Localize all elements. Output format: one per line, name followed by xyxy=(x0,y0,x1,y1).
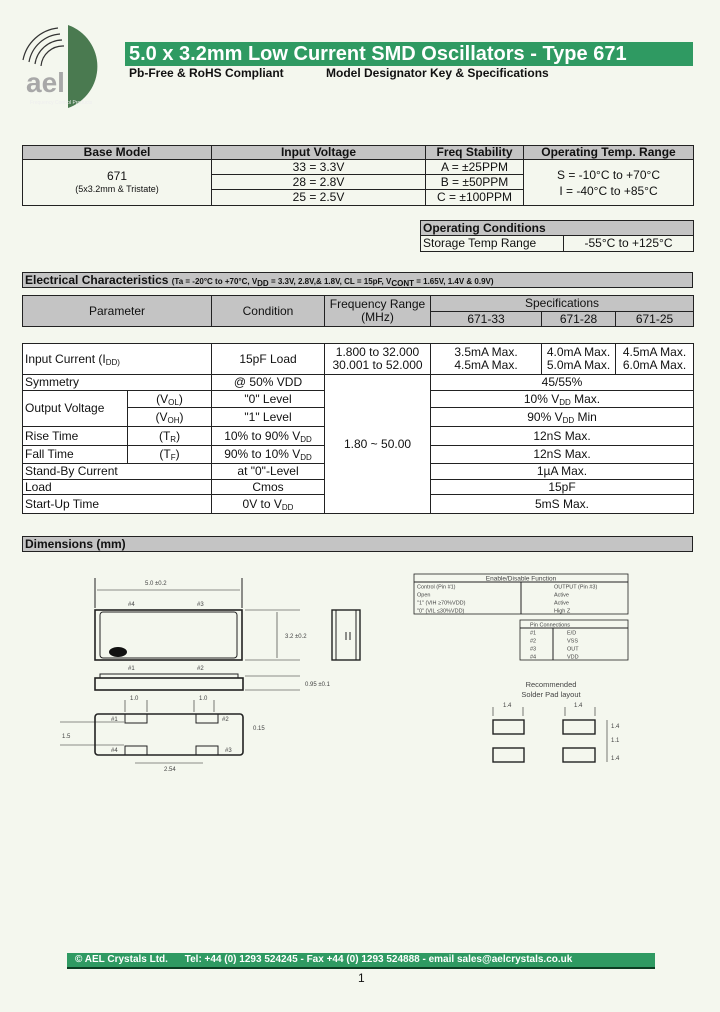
svg-text:#2: #2 xyxy=(197,666,204,672)
table-row: $(V_{OH})$ "1" Level 90% $V_{DD}$ Min xyxy=(23,408,694,427)
operating-conditions-table: Operating Conditions Storage Temp Range -55°C to +125°C xyxy=(420,220,694,252)
designator-table: Base Model Input Voltage Freq Stability Operating Temp. Range 671 (5x3.2mm & Tristate) 33 = 3.3V A = ±25PPM S = -10°C to +70°C I = -40°C to +85°C 28 = 2.8V B = ±50PPM 25 = 2.5V C = ±100PPM xyxy=(22,145,694,206)
svg-text:#3: #3 xyxy=(225,748,232,754)
svg-text:1.0: 1.0 xyxy=(130,696,139,702)
temp-ranges: S = -10°C to +70°C I = -40°C to +85°C xyxy=(524,160,694,206)
svg-text:Active: Active xyxy=(554,600,569,607)
page-title: 5.0 x 3.2mm Low Current SMD Oscillators - Type 671 xyxy=(125,42,693,66)
svg-text:ael: ael xyxy=(26,67,65,98)
electrical-table xyxy=(22,343,694,514)
svg-text:VDD: VDD xyxy=(567,654,579,661)
svg-text:High Z: High Z xyxy=(554,608,571,615)
footer-bar: © AEL Crystals Ltd. Tel: +44 (0) 1293 524245 - Fax +44 (0) 1293 524888 - email sales@aelcrystals.co.uk xyxy=(67,953,655,969)
electrical-header-table: Parameter Condition Frequency Range (MHz) Specifications 671-33 671-28 671-25 xyxy=(22,295,694,327)
svg-text:#2: #2 xyxy=(530,638,537,645)
table-row: Start-Up Time 0V to $V_{DD}$ 5mS Max. xyxy=(23,495,694,514)
svg-text:"1" (VIH ≥70%VDD): "1" (VIH ≥70%VDD) xyxy=(417,600,466,607)
svg-text:#1: #1 xyxy=(530,630,537,637)
svg-text:1.4: 1.4 xyxy=(611,724,620,730)
dimensions-section-header: Dimensions (mm) xyxy=(22,536,693,552)
svg-text:OUTPUT (Pin #3): OUTPUT (Pin #3) xyxy=(554,584,598,591)
svg-text:#1: #1 xyxy=(128,666,135,672)
svg-text:#3: #3 xyxy=(530,646,537,653)
svg-text:Pin Connections: Pin Connections xyxy=(530,622,571,629)
svg-text:1.5: 1.5 xyxy=(62,734,71,740)
svg-text:Frequency Control Products: Frequency Control Products xyxy=(30,100,93,106)
svg-text:0.15: 0.15 xyxy=(253,726,265,732)
svg-text:#2: #2 xyxy=(222,717,229,723)
svg-text:#4: #4 xyxy=(111,748,118,754)
svg-text:Solder Pad layout: Solder Pad layout xyxy=(521,690,581,699)
table-row: Rise Time $(T_R)$ 10% to 90% $V_{DD}$ 12nS Max. xyxy=(23,427,694,446)
svg-text:OUT: OUT xyxy=(567,646,579,653)
base-model: 671 (5x3.2mm & Tristate) xyxy=(23,160,212,206)
svg-text:5.0 ±0.2: 5.0 ±0.2 xyxy=(145,581,167,587)
svg-text:Active: Active xyxy=(554,592,569,599)
table-row: Input Current ($I_{DD)}$ 15pF Load 1.800 to 32.000 30.001 to 52.000 3.5mA Max. 4.5mA Max. 4.0mA Max. 5.0mA Max. 4.5mA Max. 6.0mA Max. xyxy=(23,344,694,375)
svg-text:Recommended: Recommended xyxy=(525,680,577,689)
svg-text:"0" (VIL ≤30%VDD): "0" (VIL ≤30%VDD) xyxy=(417,608,465,615)
svg-text:3.2 ±0.2: 3.2 ±0.2 xyxy=(285,634,307,640)
electrical-section-header: Electrical Characteristics (Ta = -20°C to +70°C, $V_{DD} = 3.3V$, 2.8V,& 1.8V, CL = 15pF, $V_{CONT} = 1.65V$, 1.4V & 0.9V) xyxy=(22,272,693,288)
svg-text:1.4: 1.4 xyxy=(574,703,583,709)
table-row: Fall Time $(T_F)$ 90% to 10% $V_{DD}$ 12nS Max. xyxy=(23,446,694,464)
table-row: Output Voltage $(V_{OL})$ "0" Level 10% $V_{DD}$ Max. xyxy=(23,391,694,408)
svg-text:#3: #3 xyxy=(197,602,204,608)
svg-text:1.1: 1.1 xyxy=(611,738,620,744)
svg-text:E/D: E/D xyxy=(567,630,577,637)
subtitle-key: Model Designator Key & Specifications xyxy=(326,66,549,80)
subtitle-compliance: Pb-Free & RoHS Compliant xyxy=(129,66,284,80)
svg-text:#4: #4 xyxy=(128,602,135,608)
svg-text:#1: #1 xyxy=(111,717,118,723)
svg-text:0.95 ±0.1: 0.95 ±0.1 xyxy=(305,682,330,688)
svg-text:1.0: 1.0 xyxy=(199,696,208,702)
dimension-drawing xyxy=(0,570,720,780)
ael-logo xyxy=(18,20,123,110)
table-row: Stand-By Current at "0"-Level 1µA Max. xyxy=(23,464,694,480)
table-row: Load Cmos 15pF xyxy=(23,480,694,495)
table-row: Symmetry @ 50% VDD 1.80 ~ 50.00 45/55% xyxy=(23,375,694,391)
svg-text:Open: Open xyxy=(417,592,431,599)
svg-text:1.4: 1.4 xyxy=(611,756,620,762)
svg-text:Enable/Disable Function: Enable/Disable Function xyxy=(485,575,557,583)
svg-text:1.4: 1.4 xyxy=(503,703,512,709)
svg-text:Control (Pin #1): Control (Pin #1) xyxy=(417,584,456,591)
page-number: 1 xyxy=(358,971,365,985)
svg-text:#4: #4 xyxy=(530,654,537,661)
svg-text:2.54: 2.54 xyxy=(164,767,176,773)
svg-text:VSS: VSS xyxy=(567,638,579,645)
